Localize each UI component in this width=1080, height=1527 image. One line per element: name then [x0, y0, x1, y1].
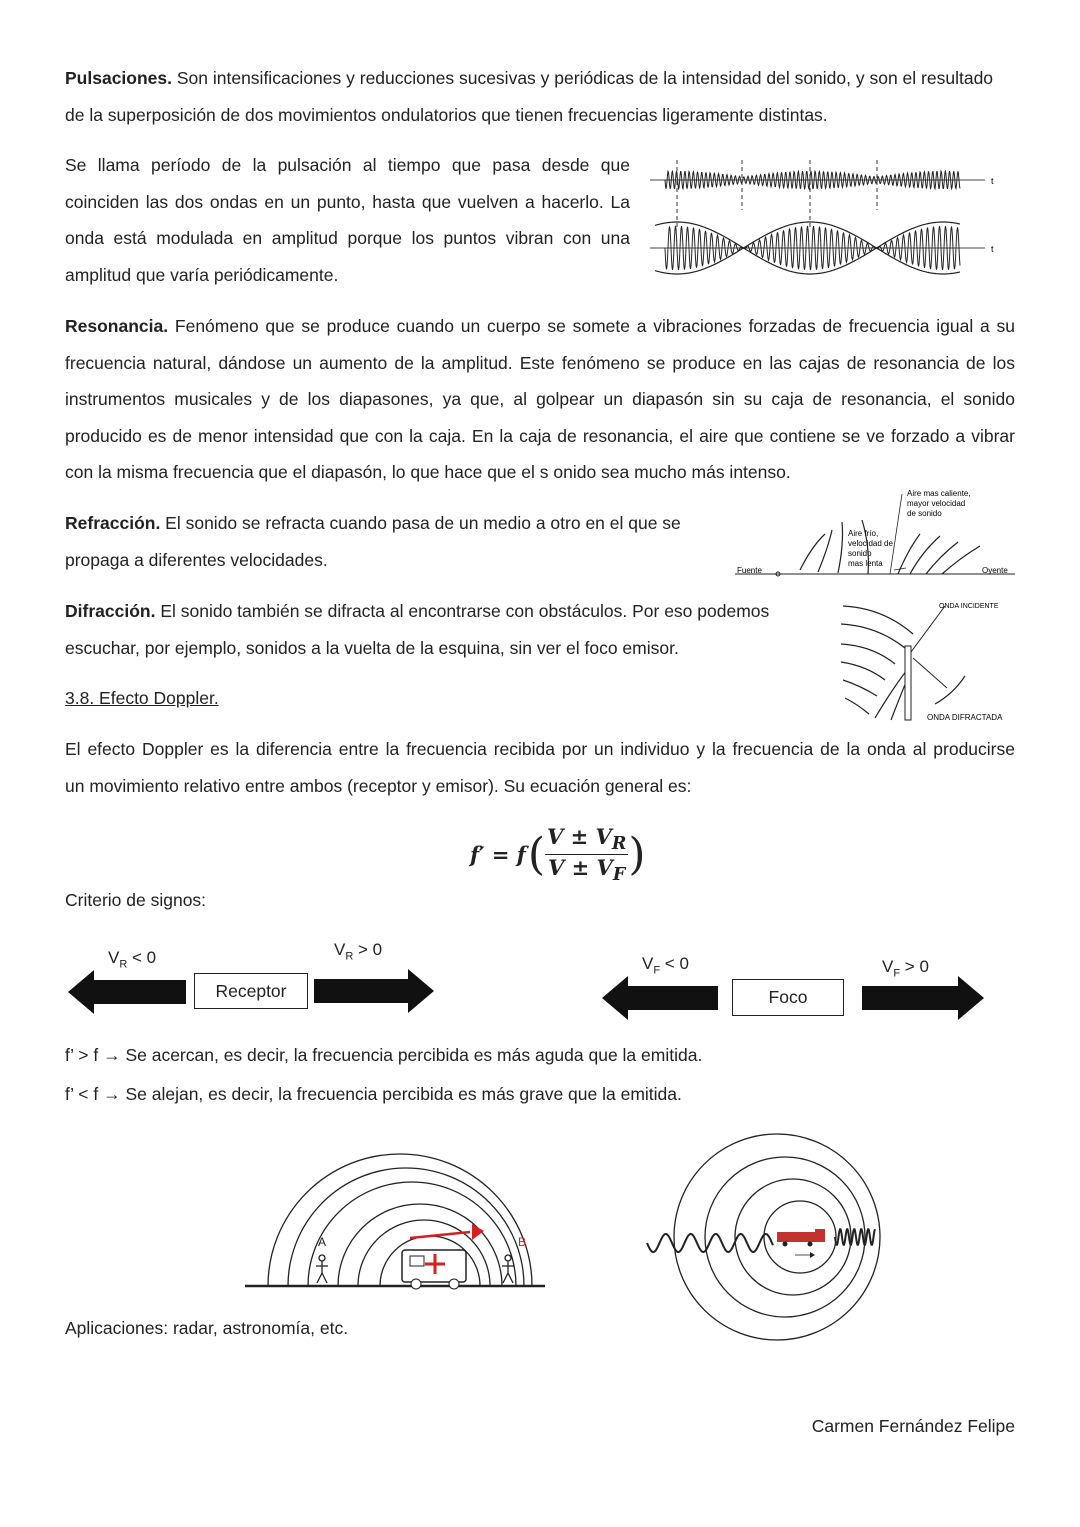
truck-wave-right: [835, 1229, 875, 1245]
rule-approach: f’ > f → Se acercan, es decir, la frecuencia percibida es más aguda que la emitida.: [65, 1045, 703, 1065]
refraccion-paragraph: Refracción. El sonido se refracta cuando pasa de un medio a otro en el que se propaga a diferentes velocidades.: [65, 513, 681, 570]
author-name: Carmen Fernández Felipe: [811, 1416, 1015, 1436]
criterio-label: Criterio de signos:: [65, 890, 207, 910]
vr-negative-label: $V_R < 0$: [108, 948, 157, 971]
svg-text:ONDA DIFRACTADA: ONDA DIFRACTADA: [927, 713, 1003, 722]
refraction-figure: [730, 484, 1020, 579]
difraccion-title: Difracción.: [65, 601, 156, 621]
doppler-equation: f′ = f ( $V \pm V_R$ $V \pm V_F$ ): [470, 824, 646, 886]
svg-text:t: t: [991, 176, 994, 186]
svg-text:sonido: sonido: [848, 549, 872, 558]
svg-text:B: B: [518, 1235, 527, 1249]
svg-text:ONDA INCIDENTE: ONDA INCIDENTE: [939, 603, 999, 610]
vr-positive-label: $V_R > 0$: [334, 940, 383, 963]
doppler-paragraph: El efecto Doppler es la diferencia entre la frecuencia recibida por un individuo y la frecuencia de la onda al producirse un movimiento relativo entre ambos (receptor y emisor). Su ecuación general es:: [65, 739, 1015, 796]
svg-text:Aire mas caliente,: Aire mas caliente,: [907, 489, 971, 498]
vf-positive-label: $V_F > 0$: [882, 957, 929, 980]
vf-negative-label: $V_F < 0$: [642, 954, 689, 977]
pulsaciones-paragraph: Pulsaciones. Son intensificaciones y reducciones sucesivas y periódicas de la intensidad del sonido, y son el resultado de la superposición de dos movimientos ondulatorios que tienen frecuencias ligeramente distintas.: [65, 68, 994, 125]
svg-text:mayor velocidad: mayor velocidad: [907, 499, 966, 508]
truck-doppler-figure: [645, 1125, 890, 1350]
svg-text:de sonido: de sonido: [907, 509, 942, 518]
beat-waves-figure: [645, 150, 1005, 280]
diffraction-figure: [835, 596, 1015, 728]
arrow-right-foco: [862, 976, 984, 1020]
receptor-box: Receptor: [194, 973, 308, 1009]
ambulance-doppler-figure: [240, 1138, 550, 1293]
difraccion-paragraph: Difracción. El sonido también se difracta al encontrarse con obstáculos. Por eso podemos escuchar, por ejemplo, sonidos a la vuelta de la esquina, sin ver el foco emisor.: [65, 601, 770, 658]
doppler-heading: 3.8. Efecto Doppler.: [65, 688, 219, 708]
arrow-left-receptor: [68, 970, 186, 1014]
refraccion-title: Refracción.: [65, 513, 161, 533]
periodo-paragraph: Se llama período de la pulsación al tiempo que pasa desde que coinciden las dos ondas en un punto, hasta que vuelven a hacerlo. La onda está modulada en amplitud porque los puntos vibran con una amplitud que varía periódicamente.: [65, 155, 630, 285]
arrow-right-receptor: [314, 969, 434, 1013]
svg-text:Aire frío,: Aire frío,: [848, 529, 879, 538]
svg-text:t: t: [991, 244, 994, 254]
aplicaciones-text: Aplicaciones: radar, astronomía, etc.: [65, 1318, 349, 1338]
arrow-left-foco: [602, 976, 718, 1020]
truck-wave-left: [647, 1234, 773, 1252]
svg-text:Oyente: Oyente: [982, 566, 1008, 575]
resonancia-paragraph: Resonancia. Fenómeno que se produce cuando un cuerpo se somete a vibraciones forzadas de frecuencia igual a su frecuencia natural, dándose un aumento de la amplitud. Este fenómeno se produce en las cajas de resonancia de los instrumentos musicales y de los diapasones, ya que, al golpear un diapasón sin su caja de resonancia, el sonido producido es de menor intensidad que con la caja. En la caja de resonancia, el aire que contiene se ve forzado a vibrar con la misma frecuencia que el diapasón, lo que hace que el s onido sea mucho más intenso.: [65, 316, 1015, 482]
foco-box: Foco: [732, 979, 844, 1016]
pulsaciones-title: Pulsaciones.: [65, 68, 172, 88]
svg-text:mas lenta: mas lenta: [848, 559, 883, 568]
rule-recede: f’ < f → Se alejan, es decir, la frecuencia percibida es más grave que la emitida.: [65, 1084, 682, 1104]
resonancia-title: Resonancia.: [65, 316, 169, 336]
svg-text:A: A: [318, 1235, 327, 1249]
svg-text:Fuente: Fuente: [737, 566, 762, 575]
svg-text:velocidad de: velocidad de: [848, 539, 893, 548]
